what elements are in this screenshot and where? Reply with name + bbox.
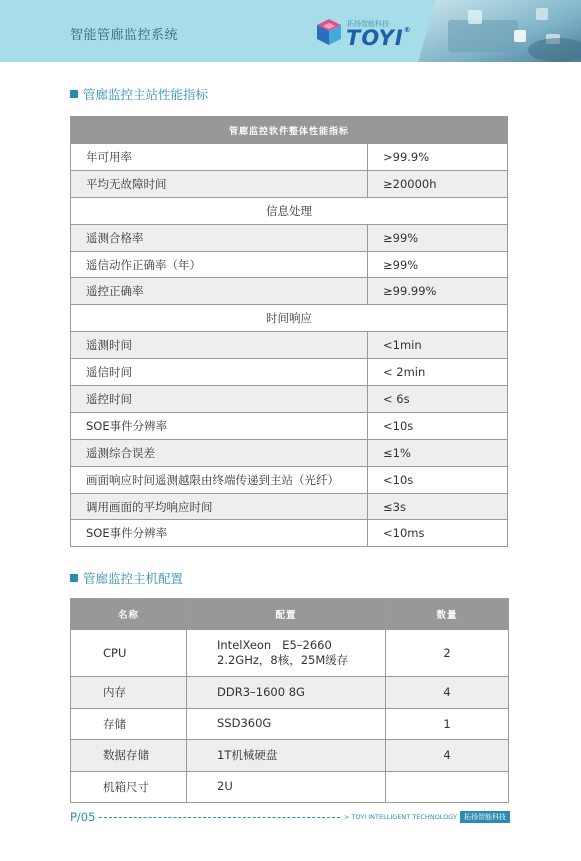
footer-english-text: > TOYI INTELLIGENT TECHNOLOGY [344,813,457,821]
table-row [71,412,508,439]
row-label: 遥测时间 [71,332,368,359]
table-row [71,677,509,709]
row-value: ≤3s [368,493,508,520]
group-label: 时间响应 [71,305,508,332]
row-value: <10s [368,412,508,439]
row-value: <10s [368,466,508,493]
table-row [71,439,508,466]
section-title-performance [70,85,208,103]
row-label: 遥测合格率 [71,224,368,251]
config-line: 2.2GHz，8核，25M缓存 [217,653,349,667]
row-name: 内存 [71,677,187,709]
host-config-table [70,598,509,803]
table-row [71,332,508,359]
row-value: < 2min [368,359,508,386]
row-label: 调用画面的平均响应时间 [71,493,368,520]
row-label: 画面响应时间遥测越限由终端传递到主站（光纤） [71,466,368,493]
footer-divider [99,817,340,818]
table-header-row [71,117,508,144]
registered-mark: ® [403,26,412,34]
page-header [0,0,581,62]
row-label: 遥信动作正确率（年） [71,251,368,278]
table-row [71,278,508,305]
section-title-text: 管廊监控主机配置 [83,571,184,586]
row-name: 存储 [71,708,187,740]
row-value: <1min [368,332,508,359]
table-row [71,386,508,413]
group-label: 信息处理 [71,197,508,224]
row-label: 平均无故障时间 [71,170,368,197]
row-config [187,630,386,677]
row-config: 2U [187,771,386,803]
table-row [71,493,508,520]
row-label: 遥控时间 [71,386,368,413]
row-name: CPU [71,630,187,677]
logo-wordmark: TOYI [346,26,404,50]
row-quantity: 4 [386,677,509,709]
row-label: 遥测综合误差 [71,439,368,466]
square-bullet-icon [70,90,78,98]
row-quantity: 2 [386,630,509,677]
row-quantity: 1 [386,708,509,740]
header-quantity: 数量 [386,599,509,630]
table-header-cell: 管廊监控软件整体性能指标 [71,117,508,144]
table-row [71,359,508,386]
row-config: 1T机械硬盘 [187,740,386,772]
header-name: 名称 [71,599,187,630]
table-row [71,771,509,803]
table-row [71,630,509,677]
header-tech-photo [418,0,581,62]
row-value: >99.9% [368,144,508,171]
section-title-text: 管廊监控主站性能指标 [83,87,209,102]
row-value: ≥99% [368,224,508,251]
row-config: DDR3–1600 8G [187,677,386,709]
logo-subtitle: 拓扬智能科技 [347,20,389,28]
row-name: 机箱尺寸 [71,771,187,803]
footer-chinese-badge: 拓扬智能科技 [460,811,510,823]
page-number: P/05 [70,810,96,824]
page-footer [70,809,510,825]
table-row [71,170,508,197]
table-row [71,740,509,772]
row-value: ≥99% [368,251,508,278]
row-name: 数据存储 [71,740,187,772]
header-config: 配置 [187,599,386,630]
row-value: ≥20000h [368,170,508,197]
table-row [71,708,509,740]
logo-text [346,26,412,50]
row-label: SOE事件分辨率 [71,412,368,439]
row-quantity [386,771,509,803]
cube-logo-icon [314,17,344,47]
row-label: 年可用率 [71,144,368,171]
row-value: ≥99.99% [368,278,508,305]
square-bullet-icon [70,574,78,582]
table-header-row [71,599,509,630]
row-label: 遥信时间 [71,359,368,386]
config-line: IntelXeon E5–2660 [217,638,332,652]
table-row [71,144,508,171]
header-title: 智能管廊监控系统 [70,28,179,43]
row-value: < 6s [368,386,508,413]
company-logo [314,17,434,51]
row-quantity: 4 [386,740,509,772]
table-row [71,520,508,547]
performance-table [70,116,508,547]
table-row [71,251,508,278]
row-label: SOE事件分辨率 [71,520,368,547]
table-row [71,224,508,251]
row-label: 遥控正确率 [71,278,368,305]
table-row [71,466,508,493]
table-group-row [71,305,508,332]
row-config: SSD360G [187,708,386,740]
row-value: <10ms [368,520,508,547]
table-group-row [71,197,508,224]
section-title-host-config [70,569,183,587]
row-value: ≤1% [368,439,508,466]
